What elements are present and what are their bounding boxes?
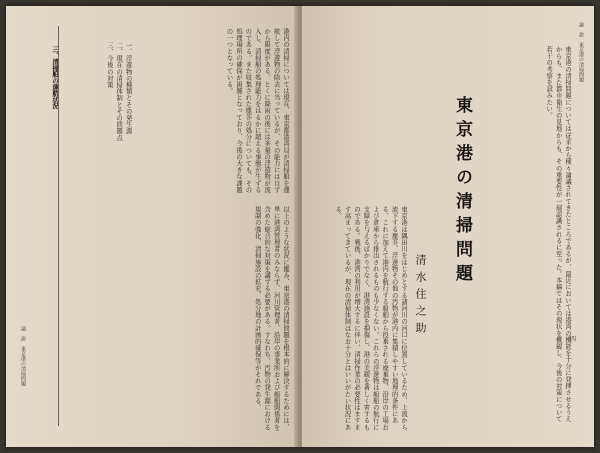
list-item: 三、今後の対策	[105, 41, 113, 89]
running-head: 論 説 東京港の清掃問題	[578, 22, 584, 82]
left-list-block	[64, 28, 142, 428]
left-body-text-lower: 以上のような状況に鑑み、東京港の清掃問題を根本的に解決するためには、単に港湾管理者のみならず、河川管理者、沿岸の事業所および船舶関係者を含めた総合的な対策を講ずる必要がある。すなわち、汚物の発生源における規制の強化、清掃施設の拡充、処分地の計画的確保等がそれである。	[253, 206, 289, 431]
intro-text: 東京港の清掃問題については従来から種々論議されてきたところであるが、最近においては港湾の機能を十分に発揮させるうえからも、また都市衛生の見地からも、その重要性が一層認識されるに至った。本稿ではその現状を概観し、今後の対策について若干の考察を試みたい。	[545, 46, 571, 423]
divider-line	[58, 26, 59, 426]
author-name: 清水住之助	[414, 254, 427, 339]
left-page	[6, 6, 298, 447]
section-heading: 三、清掃船の運航状況	[51, 46, 58, 109]
article-title: 東京港の清掃問題	[452, 96, 472, 288]
left-body-text: 港内の清掃については現在、東京都港湾局が清掃船を運航して浮遊物の除去に当っているが、その能力には自ずから限度がある。とくに降雨の後には多量の浮遊物が流入し、清掃船の処理能力をはるかに超える事態が生ずるのである。また収集された塵芥の処分についても、その処理場所の確保が困難となっており、今後の大きな課題の一つとなっている。	[225, 28, 289, 193]
right-body-text: 東京港は隅田川をはじめとする諸河川の河口に位置しているため、上流から流下する塵芥、浮遊物その他の汚物が港内に集積しやすい地理的条件にある。これに加えて港内を航行する船舶から投棄される廃棄物、沿岸の工場および倉庫から排出されるものも少なくない。これらの浮遊物は船舶の航行に支障を与えるばかりでなく、港湾施設を損傷し、港の美観を著しく害するものである。戦後、港湾の利用が増大するに伴い、清掃作業の必要性はますます高まってきているが、現在の清掃体制はなお十分とはいいがたい状況にある。	[334, 206, 407, 431]
book-spread	[6, 6, 594, 447]
list-item: 二、現在の清掃体制とその問題点	[115, 41, 123, 141]
running-head: 論 説 東京港の清掃問題	[20, 326, 26, 386]
list-item: 一、浮遊物の種類とその発生源	[124, 41, 132, 135]
page-number: 四	[570, 336, 577, 343]
right-page	[302, 6, 594, 447]
